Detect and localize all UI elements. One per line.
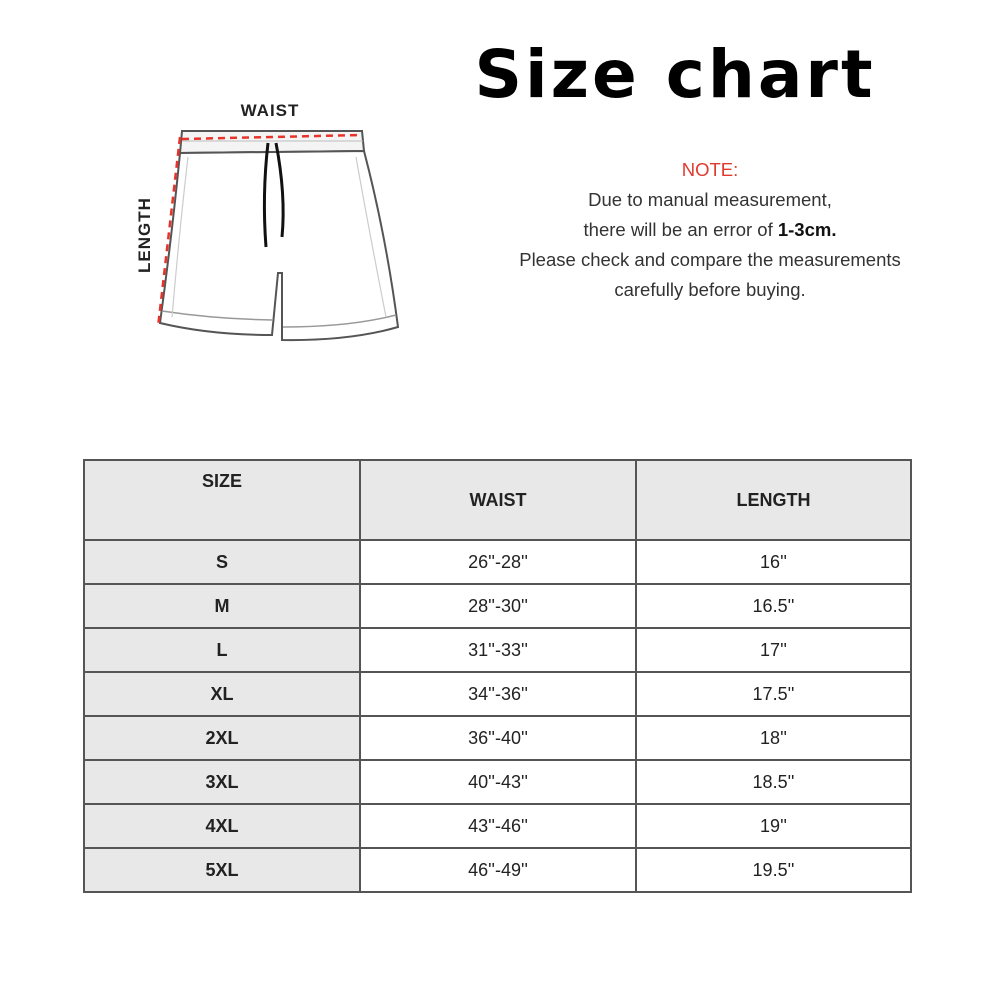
waist-cell: 36''-40''	[360, 716, 636, 760]
length-cell: 17''	[636, 628, 911, 672]
waist-cell: 40''-43''	[360, 760, 636, 804]
waist-cell: 28''-30''	[360, 584, 636, 628]
table-row	[84, 760, 911, 804]
note-line-1: Due to manual measurement,	[588, 189, 832, 210]
size-cell: 3XL	[84, 760, 360, 804]
note-line-2-text: there will be an error of	[583, 219, 778, 240]
waist-cell: 26''-28''	[360, 540, 636, 584]
length-cell: 16.5''	[636, 584, 911, 628]
note-line-4: carefully before buying.	[614, 279, 806, 300]
length-cell: 18.5''	[636, 760, 911, 804]
table-row	[84, 672, 911, 716]
length-cell: 19''	[636, 804, 911, 848]
header-waist: WAIST	[360, 460, 636, 540]
note-error-range: 1-3cm.	[777, 219, 837, 240]
table-row	[84, 584, 911, 628]
size-cell: 2XL	[84, 716, 360, 760]
table-row	[84, 628, 911, 672]
length-cell: 16''	[636, 540, 911, 584]
length-label: LENGTH	[135, 197, 154, 273]
header-length: LENGTH	[636, 460, 911, 540]
waist-cell: 31''-33''	[360, 628, 636, 672]
waist-cell: 34''-36''	[360, 672, 636, 716]
waist-label: WAIST	[240, 101, 300, 120]
table-header-row	[84, 460, 911, 540]
shorts-illustration	[120, 95, 420, 355]
size-cell: XL	[84, 672, 360, 716]
note-heading: NOTE:	[681, 159, 739, 180]
table-row	[84, 716, 911, 760]
table-row	[84, 540, 911, 584]
size-cell: 5XL	[84, 848, 360, 892]
size-cell: S	[84, 540, 360, 584]
header-size: SIZE	[84, 460, 360, 540]
size-cell: L	[84, 628, 360, 672]
size-table	[83, 459, 912, 893]
note-line-2	[440, 215, 980, 245]
length-cell: 18''	[636, 716, 911, 760]
table-row	[84, 804, 911, 848]
shorts-diagram	[120, 95, 420, 355]
waist-cell: 43''-46''	[360, 804, 636, 848]
size-cell: M	[84, 584, 360, 628]
note-line-3: Please check and compare the measurements	[519, 249, 901, 270]
measurement-note	[440, 155, 980, 305]
waist-cell: 46''-49''	[360, 848, 636, 892]
table-row	[84, 848, 911, 892]
length-cell: 19.5''	[636, 848, 911, 892]
size-cell: 4XL	[84, 804, 360, 848]
length-cell: 17.5''	[636, 672, 911, 716]
page-title: Size chart	[474, 36, 876, 113]
